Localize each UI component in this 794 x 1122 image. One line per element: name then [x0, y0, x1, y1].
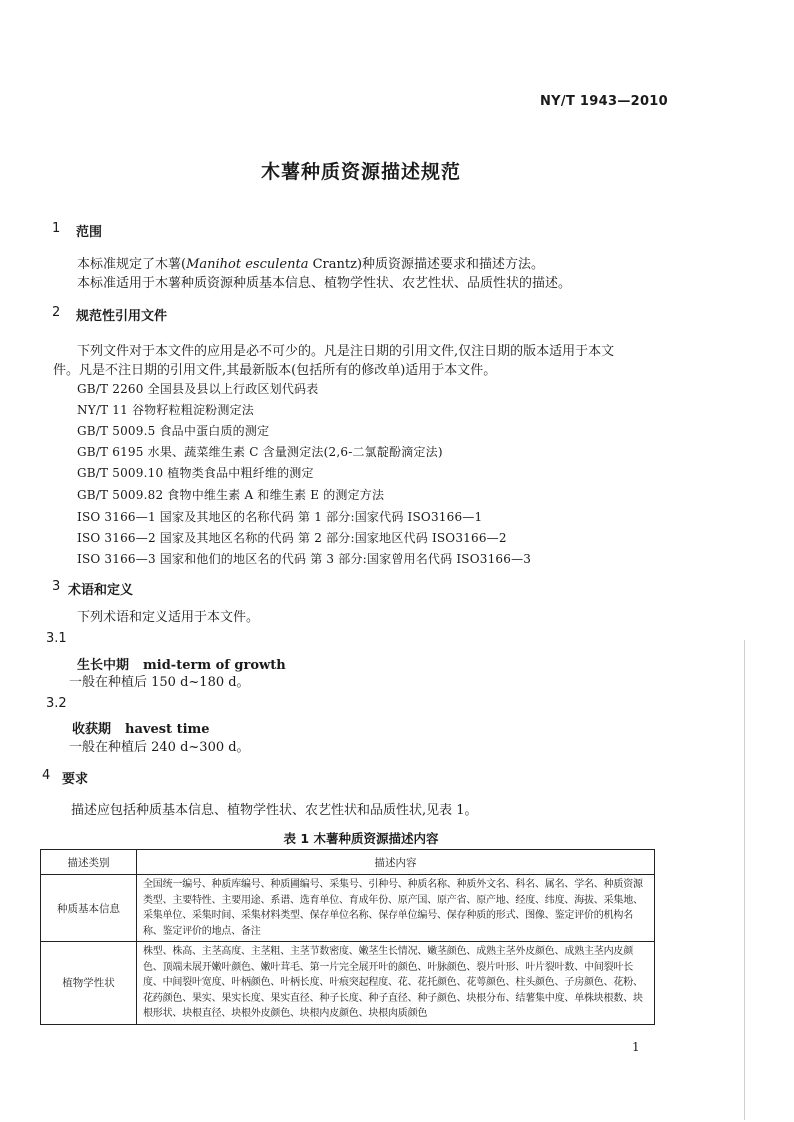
- row-content: 株型、株高、主茎高度、主茎粗、主茎节数密度、嫩茎生长情况、嫩茎颜色、成熟主茎外皮颜色、成熟主茎内皮颜色、顶端未展开嫩叶颜色、嫩叶茸毛、第一片完全展开叶的颜色、叶脉颜色、裂片叶形、叶片裂叶数、中间裂叶长度、中间裂叶宽度、叶柄颜色、叶柄长度、叶痕突起程度、花、花托颜色、花萼颜色、柱头颜色、子房颜色、花粉、花药颜色、果实、果实长度、果实直径、种子长度、种子直径、种子颜色、块根分布、结薯集中度、单株块根数、块根形状、块根直径、块根外皮颜色、块根内皮颜色、块根肉质颜色: [137, 942, 655, 1025]
- table-1-caption: 表 1 木薯种质资源描述内容: [283, 831, 439, 846]
- section-4-number: 4: [42, 768, 51, 783]
- header-content: 描述内容: [137, 850, 655, 875]
- section-3-intro: 下列术语和定义适用于本文件。: [77, 610, 260, 625]
- reference-item: GB/T 2260 全国县及县以上行政区划代码表: [77, 382, 319, 396]
- term-1-number: 3.1: [46, 631, 67, 646]
- term-1-en: mid-term of growth: [143, 658, 286, 673]
- section-1-number: 1: [52, 221, 61, 236]
- section-4-intro: 描述应包括种质基本信息、植物学性状、农艺性状和品质性状,见表 1。: [71, 803, 478, 818]
- section-4-title: 要求: [62, 772, 89, 787]
- term-2-number: 3.2: [46, 696, 67, 711]
- reference-item: GB/T 5009.82 食物中维生素 A 和维生素 E 的测定方法: [77, 488, 385, 502]
- term-2-definition: 一般在种植后 240 d~300 d。: [69, 740, 250, 755]
- section-2-title: 规范性引用文件: [76, 309, 168, 324]
- term-2-zh: 收获期: [72, 722, 112, 737]
- header-category: 描述类别: [41, 850, 137, 875]
- section-2-number: 2: [52, 305, 61, 320]
- section-3-number: 3: [52, 579, 61, 594]
- description-table: [40, 849, 655, 1025]
- scan-edge-line: [744, 640, 745, 1120]
- row-category: 植物学性状: [41, 942, 137, 1025]
- term-1-definition: 一般在种植后 150 d~180 d。: [69, 675, 250, 690]
- reference-item: NY/T 11 谷物籽粒粗淀粉测定法: [77, 403, 254, 417]
- scope-text-before: 本标准规定了木薯(: [77, 257, 187, 272]
- term-2-heading: [72, 718, 210, 737]
- page-number: 1: [632, 1040, 640, 1054]
- section-1-paragraph-2: 本标准适用于木薯种质资源种质基本信息、植物学性状、农艺性状、品质性状的描述。: [77, 276, 572, 291]
- term-1-zh: 生长中期: [77, 658, 130, 673]
- scope-text-after: Crantz)种质资源描述要求和描述方法。: [308, 257, 545, 272]
- reference-item: GB/T 6195 水果、蔬菜维生素 C 含量测定法(2,6-二氯靛酚滴定法): [77, 445, 443, 459]
- standard-code: NY/T 1943—2010: [540, 94, 668, 109]
- section-2-intro-line-1: 下列文件对于本文件的应用是必不可少的。凡是注日期的引用文件,仅注日期的版本适用于本文: [77, 344, 615, 359]
- scope-latin-name: Manihot esculenta: [186, 257, 309, 272]
- reference-item: GB/T 5009.10 植物类食品中粗纤维的测定: [77, 466, 314, 480]
- section-2-intro-line-2: 件。凡是不注日期的引用文件,其最新版本(包括所有的修改单)适用于本文件。: [53, 363, 497, 378]
- reference-item: ISO 3166—2 国家及其地区名称的代码 第 2 部分:国家地区代码 ISO3166—2: [77, 531, 507, 545]
- section-1-paragraph-1: [77, 256, 544, 274]
- reference-item: ISO 3166—3 国家和他们的地区名的代码 第 3 部分:国家曾用名代码 ISO3166—3: [77, 552, 532, 566]
- row-content: 全国统一编号、种质库编号、种质圃编号、采集号、引种号、种质名称、种质外文名、科名、属名、学名、种质资源类型、主要特性、主要用途、系谱、选育单位、育成年份、原产国、原产省、原产地、经度、纬度、海拔、采集地、采集单位、采集时间、采集材料类型、保存单位名称、保存单位编号、保存种质的形式、图像、鉴定评价的机构名称、鉴定评价的地点、备注: [137, 875, 655, 942]
- term-2-en: havest time: [125, 722, 210, 737]
- table-row: [41, 942, 655, 1025]
- table-header-row: [41, 850, 655, 875]
- table-row: [41, 875, 655, 942]
- document-title: 木薯种质资源描述规范: [260, 161, 461, 183]
- row-category: 种质基本信息: [41, 875, 137, 942]
- reference-item: GB/T 5009.5 食品中蛋白质的测定: [77, 424, 270, 438]
- section-1-title: 范围: [76, 225, 103, 240]
- term-1-heading: [77, 654, 286, 673]
- reference-item: ISO 3166—1 国家及其地区的名称代码 第 1 部分:国家代码 ISO3166—1: [77, 510, 483, 524]
- section-3-title: 术语和定义: [68, 583, 134, 598]
